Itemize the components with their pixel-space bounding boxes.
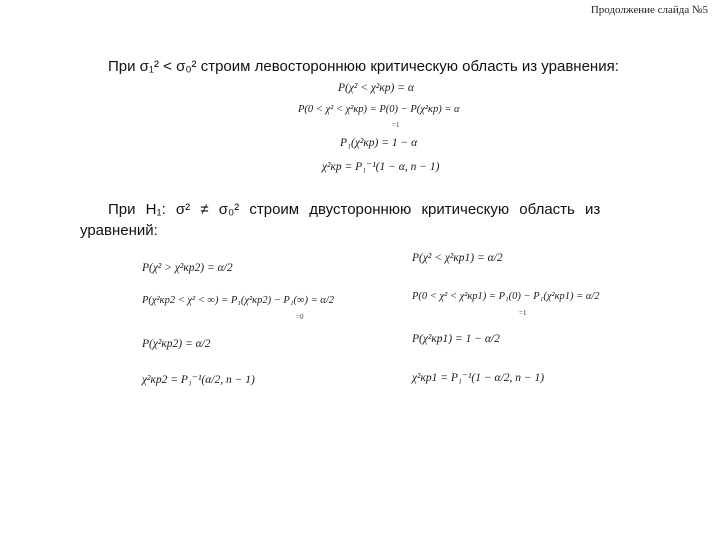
two-sided-intro-continuation: уравнений:: [80, 222, 158, 239]
formula-left-tail-3: P(χ²кр1) = 1 − α/2: [412, 333, 500, 345]
formula-right-tail-4: χ²кр2 = P₁⁻¹(α/2, n − 1): [142, 374, 255, 386]
formula-left-tail-2: P(0 < χ² < χ²кр1) = P₁(0) − P₁(χ²кр1) = α/2: [412, 291, 600, 302]
brace-note-right: =0: [296, 313, 304, 321]
left-sided-intro: При σ₁² < σ₀² строим левостороннюю критическую область из уравнения:: [108, 58, 619, 75]
formula-left-tail-4: χ²кр1 = P₁⁻¹(1 − α/2, n − 1): [412, 372, 545, 384]
formula-right-tail-1: P(χ² > χ²кр2) = α/2: [142, 262, 233, 274]
formula-left-3: P₁(χ²кр) = 1 − α: [340, 137, 418, 149]
brace-note-left: =1: [392, 121, 400, 129]
formula-left-4: χ²кр = P₁⁻¹(1 − α, n − 1): [322, 161, 440, 173]
formula-left-tail-1: P(χ² < χ²кр1) = α/2: [412, 252, 503, 264]
brace-note-left-tail: =1: [519, 309, 527, 317]
formula-left-2: P(0 < χ² < χ²кр) = P(0) − P(χ²кр) = α: [298, 104, 460, 115]
formula-right-tail-2: P(χ²кр2 < χ² < ∞) = P₁(χ²кр2) − P₁(∞) = α/2: [142, 295, 334, 306]
formula-right-tail-3: P(χ²кр2) = α/2: [142, 338, 211, 350]
two-sided-intro: При H₁: σ² ≠ σ₀² строим двустороннюю критическую область из: [108, 201, 601, 218]
slide-continuation-header: Продолжение слайда №5: [590, 4, 708, 16]
formula-left-1: P(χ² < χ²кр) = α: [338, 82, 414, 94]
